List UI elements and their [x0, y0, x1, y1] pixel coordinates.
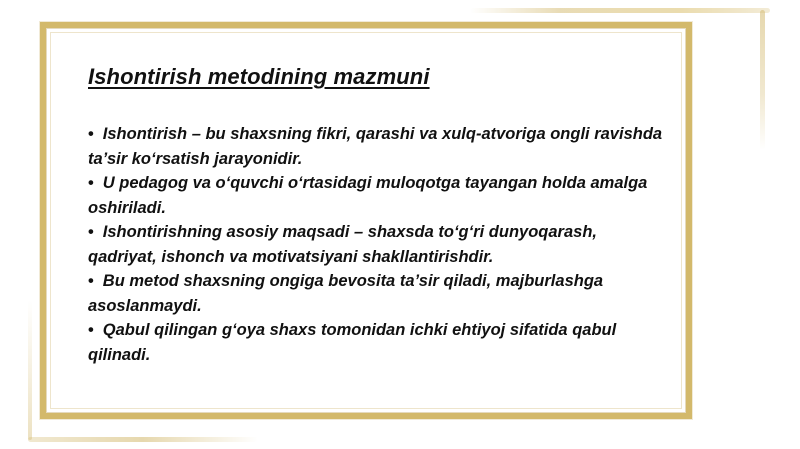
- bullet-marker: •: [88, 321, 94, 339]
- bullet-text: Ishontirishning asosiy maqsadi – shaxsda to‘g‘ri dunyoqarash, qadriyat, ishonch va motivatsiyani shakllantirishdir.: [88, 223, 597, 266]
- bullet-text: Qabul qilingan g‘oya shaxs tomonidan ichki ehtiyoj sifatida qabul qilinadi.: [88, 321, 617, 364]
- bullet-text: Bu metod shaxsning ongiga bevosita ta’sir qiladi, majburlashga asoslanmaydi.: [88, 272, 604, 315]
- bullet-item: [88, 122, 668, 171]
- decorative-stroke-bottom: [28, 437, 258, 442]
- bullet-text: Ishontirish – bu shaxsning fikri, qarashi va xulq-atvoriga ongli ravishda ta’sir ko‘rsatish jarayonidir.: [88, 125, 663, 168]
- slide-title: Ishontirish metodining mazmuni: [88, 64, 430, 89]
- bullet-item: [88, 318, 668, 367]
- bullet-marker: •: [88, 223, 94, 241]
- bullet-item: [88, 171, 668, 220]
- bullet-list: [88, 122, 668, 367]
- bullet-marker: •: [88, 272, 94, 290]
- bullet-item: [88, 269, 668, 318]
- decorative-stroke-top: [470, 8, 770, 13]
- bullet-item: [88, 220, 668, 269]
- bullet-marker: •: [88, 174, 94, 192]
- bullet-marker: •: [88, 125, 94, 143]
- bullet-text: U pedagog va o‘quvchi o‘rtasidagi muloqotga tayangan holda amalga oshiriladi.: [88, 174, 648, 217]
- decorative-stroke-right: [760, 10, 765, 150]
- slide-content: [88, 62, 668, 367]
- decorative-stroke-left: [28, 300, 32, 440]
